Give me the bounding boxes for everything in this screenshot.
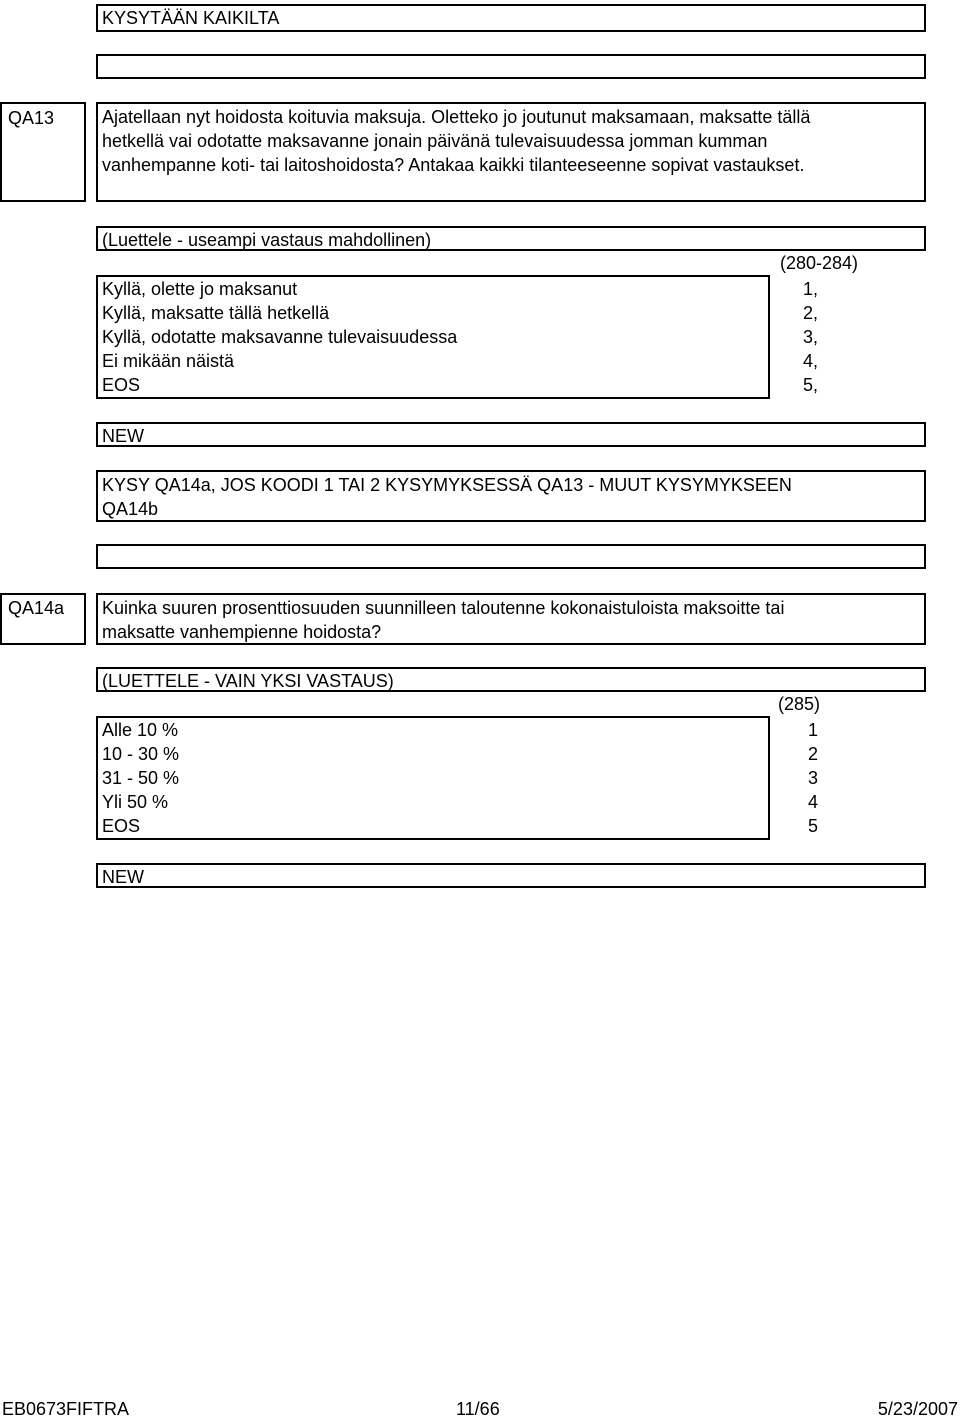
new-label: NEW <box>102 426 144 446</box>
option-code: 3, <box>802 327 818 347</box>
option-code: 3 <box>807 768 818 788</box>
question-line: maksatte vanhempienne hoidosta? <box>102 622 382 642</box>
question-id: QA13 <box>8 108 55 128</box>
option-label: EOS <box>102 375 141 395</box>
instruction-text: (Luettele - useampi vastaus mahdollinen) <box>102 230 432 250</box>
option-label: Kyllä, olette jo maksanut <box>102 279 298 299</box>
option-code: 2, <box>802 303 818 323</box>
new-label: NEW <box>102 867 144 887</box>
option-code: 1 <box>807 720 818 740</box>
option-code: 2 <box>807 744 818 764</box>
qa13-id-box <box>0 102 86 202</box>
footer-doc-id: EB0673FIFTRA <box>2 1399 130 1419</box>
qa14a-new-box <box>96 863 926 888</box>
routing-box <box>96 470 926 522</box>
footer-page-number: 11/66 <box>456 1399 500 1419</box>
option-label: Alle 10 % <box>102 720 179 740</box>
qa14a-instruction-box <box>96 667 926 692</box>
column-codes: (280-284) <box>779 253 858 273</box>
qa13-new-box <box>96 422 926 447</box>
qa14a-id-box <box>0 593 86 645</box>
header-banner-text: KYSYTÄÄN KAIKILTA <box>102 8 280 28</box>
option-code: 4, <box>802 351 818 371</box>
routing-line: QA14b <box>102 499 159 519</box>
option-code: 4 <box>807 792 818 812</box>
question-line: Kuinka suuren prosenttiosuuden suunnilleen taloutenne kokonaistuloista maksoitte tai <box>102 598 785 618</box>
qa14a-question-box <box>96 593 926 645</box>
option-label: Ei mikään näistä <box>102 351 235 371</box>
qa13-options-box <box>96 275 770 399</box>
option-label: 31 - 50 % <box>102 768 180 788</box>
option-label: 10 - 30 % <box>102 744 180 764</box>
option-code: 5 <box>807 816 818 836</box>
option-label: Yli 50 % <box>102 792 169 812</box>
header-banner <box>96 4 926 32</box>
footer-date: 5/23/2007 <box>877 1399 958 1419</box>
empty-box-top <box>96 54 926 79</box>
routing-line: KYSY QA14a, JOS KOODI 1 TAI 2 KYSYMYKSESSÄ QA13 - MUUT KYSYMYKSEEN <box>102 475 792 495</box>
option-label: Kyllä, odotatte maksavanne tulevaisuudessa <box>102 327 458 347</box>
option-code: 5, <box>802 375 818 395</box>
qa14a-options-box <box>96 716 770 840</box>
qa13-instruction-box <box>96 226 926 251</box>
option-label: Kyllä, maksatte tällä hetkellä <box>102 303 330 323</box>
empty-box-middle <box>96 544 926 569</box>
option-label: EOS <box>102 816 141 836</box>
instruction-text: (LUETTELE - VAIN YKSI VASTAUS) <box>102 671 394 691</box>
question-line: hetkellä vai odotatte maksavanne jonain päivänä tulevaisuudessa jomman kumman <box>102 131 768 151</box>
question-id: QA14a <box>8 598 65 618</box>
question-line: Ajatellaan nyt hoidosta koituvia maksuja. Oletteko jo joutunut maksamaan, maksatte tällä <box>102 107 811 127</box>
column-codes: (285) <box>777 694 820 714</box>
qa13-question-box <box>96 102 926 202</box>
option-code: 1, <box>802 279 818 299</box>
question-line: vanhempanne koti- tai laitoshoidosta? Antakaa kaikki tilanteeseenne sopivat vastaukset. <box>102 155 805 175</box>
